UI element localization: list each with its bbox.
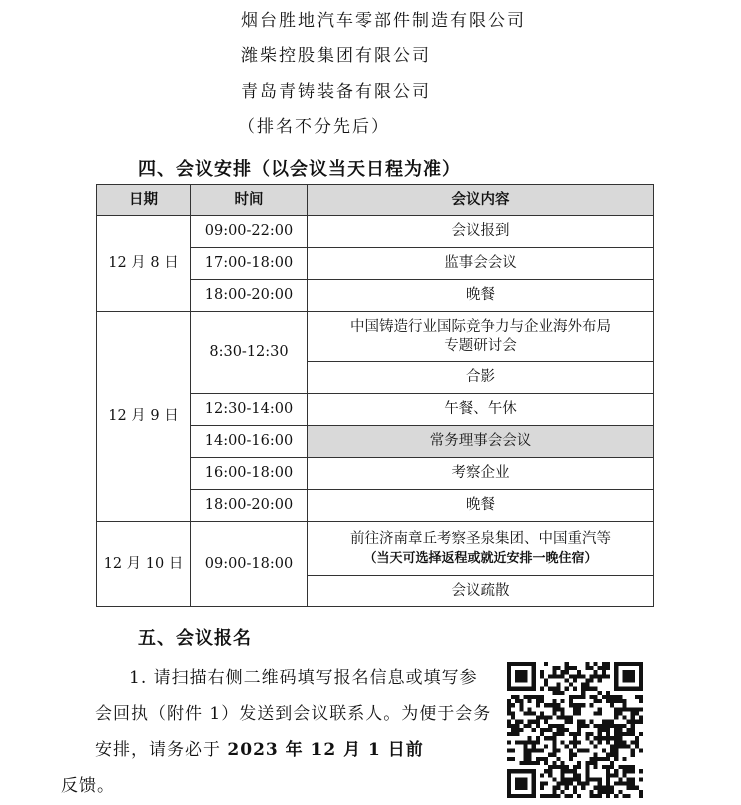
date-cell-day2: 12 月 9 日 bbox=[97, 312, 191, 522]
header-time: 时间 bbox=[191, 185, 308, 216]
content-cell-highlighted: 常务理事会会议 bbox=[308, 426, 654, 458]
ranking-note: （排名不分先后） bbox=[238, 117, 390, 137]
section-4-heading: 四、会议安排（以会议当天日程为准） bbox=[138, 159, 461, 180]
table-row bbox=[97, 216, 654, 248]
organizer-3: 青岛青铸装备有限公司 bbox=[241, 82, 431, 102]
seminar-line-1: 中国铸造行业国际竞争力与企业海外布局 bbox=[350, 318, 611, 335]
table-row bbox=[97, 522, 654, 576]
organizer-2: 潍柴控股集团有限公司 bbox=[241, 46, 431, 66]
content-cell: 合影 bbox=[308, 362, 654, 394]
registration-paragraph bbox=[61, 660, 495, 804]
time-cell: 12:30-14:00 bbox=[191, 394, 308, 426]
time-cell: 17:00-18:00 bbox=[191, 248, 308, 280]
content-cell: 会议疏散 bbox=[308, 576, 654, 607]
content-cell: 晚餐 bbox=[308, 490, 654, 522]
section-5-heading: 五、会议报名 bbox=[138, 628, 252, 649]
visit-note: （当天可选择返程或就近安排一晚住宿） bbox=[363, 550, 598, 566]
table-row bbox=[97, 312, 654, 362]
content-cell: 考察企业 bbox=[308, 458, 654, 490]
header-date: 日期 bbox=[97, 185, 191, 216]
visit-line-1: 前往济南章丘考察圣泉集团、中国重汽等 bbox=[350, 530, 611, 547]
content-cell: 监事会会议 bbox=[308, 248, 654, 280]
registration-deadline: 2023 年 12 月 1 日前 bbox=[227, 740, 424, 760]
time-cell: 18:00-20:00 bbox=[191, 280, 308, 312]
header-content: 会议内容 bbox=[308, 185, 654, 216]
time-cell: 18:00-20:00 bbox=[191, 490, 308, 522]
content-cell-seminar bbox=[308, 312, 654, 362]
content-cell-visit bbox=[308, 522, 654, 576]
content-cell: 晚餐 bbox=[308, 280, 654, 312]
time-cell: 8:30-12:30 bbox=[191, 312, 308, 394]
time-cell: 09:00-22:00 bbox=[191, 216, 308, 248]
content-cell: 午餐、午休 bbox=[308, 394, 654, 426]
time-cell: 09:00-18:00 bbox=[191, 522, 308, 607]
time-cell: 14:00-16:00 bbox=[191, 426, 308, 458]
date-cell-day1: 12 月 8 日 bbox=[97, 216, 191, 312]
table-header-row bbox=[97, 185, 654, 216]
registration-text: 1. 请扫描右侧二维码填写报名信息或填写参会回执（附件 1）发送到会议联系人。为便于会务安排，请务必于 bbox=[95, 668, 492, 760]
qr-code-icon[interactable] bbox=[507, 662, 643, 798]
schedule-table bbox=[96, 184, 654, 607]
seminar-line-2: 专题研讨会 bbox=[444, 337, 517, 354]
registration-text-end: 反馈。 bbox=[61, 776, 115, 796]
time-cell: 16:00-18:00 bbox=[191, 458, 308, 490]
date-cell-day3: 12 月 10 日 bbox=[97, 522, 191, 607]
content-cell: 会议报到 bbox=[308, 216, 654, 248]
organizer-1: 烟台胜地汽车零部件制造有限公司 bbox=[241, 11, 526, 31]
